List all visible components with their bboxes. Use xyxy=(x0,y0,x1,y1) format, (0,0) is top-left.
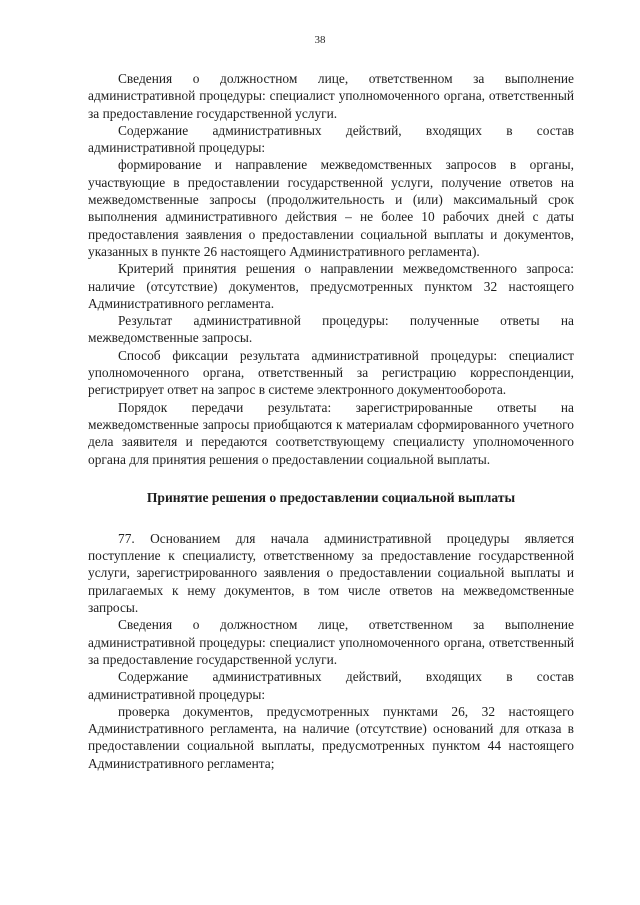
paragraph-decision-criterion: Критерий принятия решения о направлении межведомственного запроса: наличие (отсутствие) документов, предусмотренных пунктом 32 настоящего Административного регламента. xyxy=(88,261,574,311)
page-number: 38 xyxy=(314,34,326,46)
document-body xyxy=(88,70,574,772)
paragraph-actions-intro-2: Содержание административных действий, входящих в состав административной процедуры: xyxy=(88,669,574,702)
paragraph-result-transfer: Порядок передачи результата: зарегистрированные ответы на межведомственные запросы приобщаются к материалам сформированного учетного дела заявителя и передаются соответствующему специалисту уполномоченного органа для принятия решения о предоставлении социальной выплаты. xyxy=(88,399,574,467)
paragraph-responsible-official-1: Сведения о должностном лице, ответственном за выполнение административной процедуры: специалист уполномоченного органа, ответственный за предоставление государственной услуги. xyxy=(88,71,574,121)
paragraph-actions-intro-1: Содержание административных действий, входящих в состав административной процедуры: xyxy=(88,122,574,156)
section-heading: Принятие решения о предоставлении социальной выплаты xyxy=(146,489,516,505)
paragraph-responsible-official-2: Сведения о должностном лице, ответственном за выполнение административной процедуры: специалист уполномоченного органа, ответственный за предоставление государственной услуги. xyxy=(88,617,574,667)
paragraph-interagency-requests: формирование и направление межведомственных запросов в органы, участвующие в предоставлении государственной услуги, получение ответов на межведомственные запросы (продолжительность и (или) максимальный срок выполнения административного действия – не более 10 рабочих дней с даты предоставления заявления о предоставлении социальной выплаты и документов, указанных в пункте 26 настоящего Административного регламента). xyxy=(88,157,574,259)
paragraph-procedure-result: Результат административной процедуры: полученные ответы на межведомственные запросы. xyxy=(88,313,574,346)
paragraph-77-basis: 77. Основанием для начала административной процедуры является поступление к специалисту, ответственному за предоставление государственной услуги, зарегистрированного заявления о предоставлении социальной выплаты и прилагаемых к нему документов, в том числе ответов на межведомственные запросы. xyxy=(88,530,574,616)
paragraph-result-recording: Способ фиксации результата административной процедуры: специалист уполномоченного органа, ответственный за регистрацию корреспонденции, регистрирует ответ на запрос в системе электронного документооборота. xyxy=(88,347,574,398)
paragraph-document-check: проверка документов, предусмотренных пунктами 26, 32 настоящего Административного регламента, на наличие (отсутствие) оснований для отказа в предоставлении социальной выплаты, предусмотренных пунктом 44 настоящего Административного регламента; xyxy=(88,703,574,771)
